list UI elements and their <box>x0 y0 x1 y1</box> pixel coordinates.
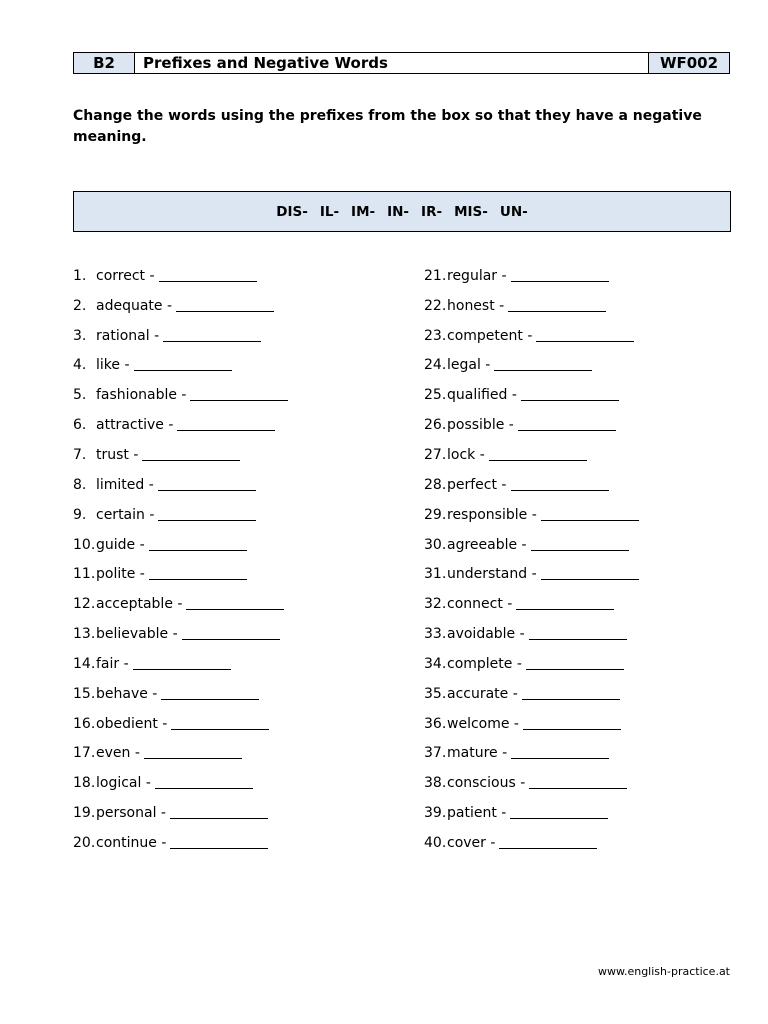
item-word: behave - <box>96 685 158 702</box>
item-number: 16. <box>73 715 96 732</box>
item-word: cover - <box>447 834 496 851</box>
answer-blank[interactable] <box>511 479 609 491</box>
exercise-item <box>424 470 639 500</box>
answer-blank[interactable] <box>523 718 621 730</box>
item-number: 29. <box>424 506 447 523</box>
exercise-item <box>73 351 288 381</box>
answer-blank[interactable] <box>159 270 257 282</box>
answer-blank[interactable] <box>163 330 261 342</box>
exercise-item <box>73 261 288 291</box>
item-word: like - <box>96 357 130 374</box>
prefix-label: IN- <box>387 203 410 220</box>
item-number: 26. <box>424 417 447 434</box>
item-number: 14. <box>73 655 96 672</box>
item-word: rational - <box>96 327 160 344</box>
item-word: believable - <box>96 626 178 643</box>
answer-blank[interactable] <box>536 330 634 342</box>
answer-blank[interactable] <box>158 509 256 521</box>
exercise-item <box>424 351 639 381</box>
exercise-item <box>73 559 288 589</box>
prefix-label: MIS- <box>454 203 488 220</box>
item-word: conscious - <box>447 775 526 792</box>
item-word: honest - <box>447 297 505 314</box>
item-number: 19. <box>73 805 96 822</box>
worksheet-title: Prefixes and Negative Words <box>143 53 388 72</box>
item-word: correct - <box>96 267 155 284</box>
prefix-box <box>73 191 731 232</box>
item-word: qualified - <box>447 387 517 404</box>
exercise-item <box>73 649 288 679</box>
worksheet-code: WF002 <box>648 53 729 73</box>
item-number: 24. <box>424 357 447 374</box>
exercise-item <box>73 739 288 769</box>
item-word: logical - <box>96 775 151 792</box>
item-word: trust - <box>96 446 139 463</box>
answer-blank[interactable] <box>489 449 587 461</box>
item-word: possible - <box>447 417 514 434</box>
exercise-item <box>424 649 639 679</box>
item-number: 13. <box>73 626 96 643</box>
item-number: 3. <box>73 327 87 344</box>
item-number: 9. <box>73 506 87 523</box>
exercise-item <box>73 291 288 321</box>
item-number: 17. <box>73 745 96 762</box>
item-word: lock - <box>447 446 485 463</box>
exercise-item <box>424 828 639 858</box>
item-number: 38. <box>424 775 447 792</box>
item-word: personal - <box>96 805 166 822</box>
exercise-item <box>73 380 288 410</box>
item-word: welcome - <box>447 715 519 732</box>
exercise-item <box>424 410 639 440</box>
answer-blank[interactable] <box>499 837 597 849</box>
exercise-item <box>73 828 288 858</box>
answer-blank[interactable] <box>521 389 619 401</box>
exercise-item <box>424 380 639 410</box>
exercise-item <box>424 559 639 589</box>
exercise-item <box>73 321 288 351</box>
item-word: polite - <box>96 566 145 583</box>
exercise-column-left <box>73 261 288 858</box>
prefix-label: IL- <box>319 203 340 220</box>
item-word: fashionable - <box>96 387 187 404</box>
item-word: accurate - <box>447 685 518 702</box>
item-word: adequate - <box>96 297 173 314</box>
item-word: certain - <box>96 506 155 523</box>
answer-blank[interactable] <box>511 747 609 759</box>
item-number: 21. <box>424 267 447 284</box>
answer-blank[interactable] <box>170 837 268 849</box>
item-word: fair - <box>96 655 129 672</box>
item-number: 2. <box>73 297 87 314</box>
exercise-item <box>424 500 639 530</box>
prefix-label: IR- <box>421 203 443 220</box>
prefix-label: IM- <box>351 203 376 220</box>
item-word: guide - <box>96 536 145 553</box>
item-number: 30. <box>424 536 447 553</box>
answer-blank[interactable] <box>511 270 609 282</box>
answer-blank[interactable] <box>158 479 256 491</box>
item-number: 1. <box>73 267 87 284</box>
answer-blank[interactable] <box>134 359 232 371</box>
item-number: 12. <box>73 596 96 613</box>
item-number: 27. <box>424 446 447 463</box>
item-number: 22. <box>424 297 447 314</box>
item-number: 32. <box>424 596 447 613</box>
answer-blank[interactable] <box>508 300 606 312</box>
exercise-item <box>73 798 288 828</box>
exercise-item <box>73 440 288 470</box>
answer-blank[interactable] <box>522 688 620 700</box>
answer-blank[interactable] <box>144 747 242 759</box>
exercise-item <box>424 679 639 709</box>
item-word: legal - <box>447 357 491 374</box>
item-word: regular - <box>447 267 507 284</box>
answer-blank[interactable] <box>149 568 247 580</box>
answer-blank[interactable] <box>170 807 268 819</box>
exercise-item <box>73 500 288 530</box>
answer-blank[interactable] <box>541 509 639 521</box>
exercise-item <box>73 410 288 440</box>
item-number: 18. <box>73 775 96 792</box>
answer-blank[interactable] <box>494 359 592 371</box>
exercise-item <box>424 798 639 828</box>
answer-blank[interactable] <box>171 718 269 730</box>
item-number: 10. <box>73 536 96 553</box>
answer-blank[interactable] <box>529 777 627 789</box>
answer-blank[interactable] <box>526 658 624 670</box>
item-word: obedient - <box>96 715 168 732</box>
exercise-item <box>73 530 288 560</box>
item-number: 33. <box>424 626 447 643</box>
answer-blank[interactable] <box>516 598 614 610</box>
answer-blank[interactable] <box>176 300 274 312</box>
exercise-item <box>424 530 639 560</box>
item-number: 34. <box>424 655 447 672</box>
item-number: 28. <box>424 476 447 493</box>
prefix-label: UN- <box>499 203 528 220</box>
answer-blank[interactable] <box>529 628 627 640</box>
item-number: 6. <box>73 417 87 434</box>
answer-blank[interactable] <box>190 389 288 401</box>
item-number: 36. <box>424 715 447 732</box>
answer-blank[interactable] <box>510 807 608 819</box>
item-word: avoidable - <box>447 626 525 643</box>
item-number: 8. <box>73 476 87 493</box>
answer-blank[interactable] <box>186 598 284 610</box>
exercise-item <box>424 261 639 291</box>
item-number: 11. <box>73 566 96 583</box>
level-cell: B2 <box>74 53 135 73</box>
item-number: 37. <box>424 745 447 762</box>
exercise-item <box>424 589 639 619</box>
answer-blank[interactable] <box>155 777 253 789</box>
exercise-item <box>73 470 288 500</box>
exercise-item <box>424 709 639 739</box>
item-word: understand - <box>447 566 537 583</box>
item-number: 39. <box>424 805 447 822</box>
item-word: perfect - <box>447 476 507 493</box>
exercise-item <box>73 768 288 798</box>
item-word: acceptable - <box>96 596 183 613</box>
answer-blank[interactable] <box>518 419 616 431</box>
answer-blank[interactable] <box>177 419 275 431</box>
item-word: attractive - <box>96 417 174 434</box>
answer-blank[interactable] <box>182 628 280 640</box>
exercise-item <box>424 768 639 798</box>
exercise-item <box>73 709 288 739</box>
answer-blank[interactable] <box>161 688 259 700</box>
item-number: 25. <box>424 387 447 404</box>
answer-blank[interactable] <box>142 449 240 461</box>
answer-blank[interactable] <box>133 658 231 670</box>
item-number: 7. <box>73 446 87 463</box>
item-number: 35. <box>424 685 447 702</box>
prefix-label: DIS- <box>276 203 308 220</box>
item-word: mature - <box>447 745 508 762</box>
item-word: responsible - <box>447 506 537 523</box>
item-number: 15. <box>73 685 96 702</box>
item-word: competent - <box>447 327 533 344</box>
exercise-item <box>424 739 639 769</box>
item-number: 31. <box>424 566 447 583</box>
item-number: 5. <box>73 387 87 404</box>
item-word: patient - <box>447 805 507 822</box>
answer-blank[interactable] <box>149 539 247 551</box>
worksheet-header <box>73 52 730 74</box>
exercise-item <box>424 321 639 351</box>
item-word: continue - <box>96 834 167 851</box>
exercise-item <box>73 619 288 649</box>
item-number: 4. <box>73 357 87 374</box>
item-word: complete - <box>447 655 522 672</box>
item-number: 23. <box>424 327 447 344</box>
footer-url: www.english-practice.at <box>597 965 730 978</box>
exercise-item <box>73 679 288 709</box>
item-word: agreeable - <box>447 536 527 553</box>
item-number: 20. <box>73 834 96 851</box>
item-word: connect - <box>447 596 513 613</box>
answer-blank[interactable] <box>541 568 639 580</box>
exercise-item <box>424 291 639 321</box>
item-number: 40. <box>424 834 447 851</box>
instructions: Change the words using the prefixes from the box so that they have a negative meaning. <box>73 108 702 145</box>
item-word: even - <box>96 745 140 762</box>
exercise-item <box>73 589 288 619</box>
exercise-item <box>424 619 639 649</box>
exercise-column-right <box>424 261 639 858</box>
answer-blank[interactable] <box>531 539 629 551</box>
item-word: limited - <box>96 476 154 493</box>
exercise-item <box>424 440 639 470</box>
